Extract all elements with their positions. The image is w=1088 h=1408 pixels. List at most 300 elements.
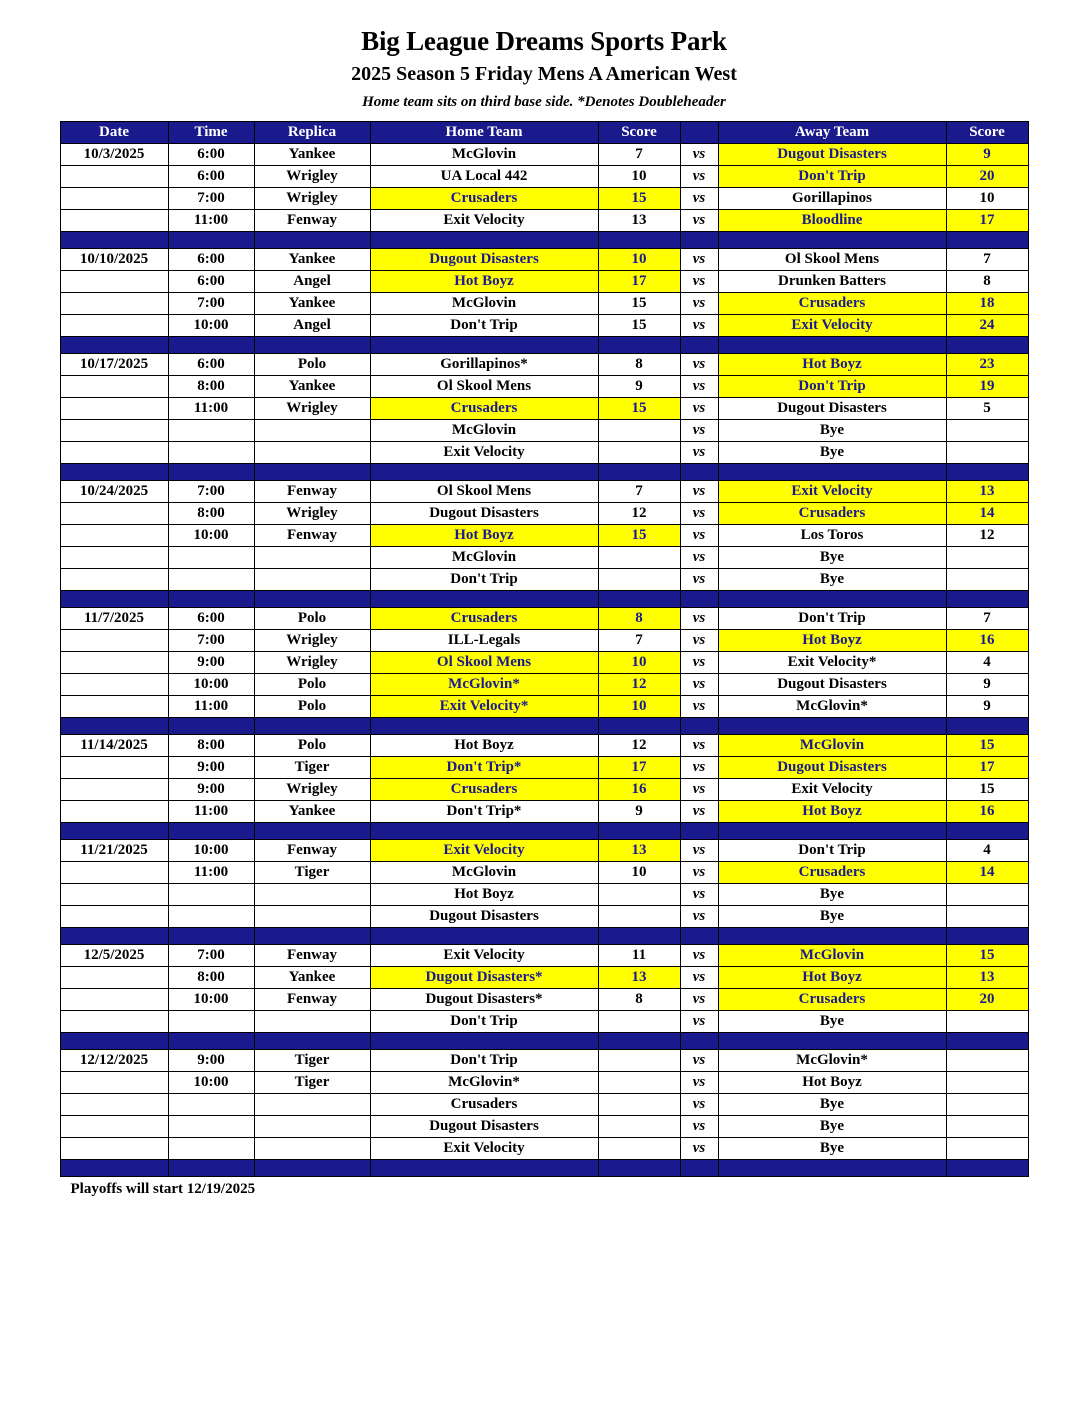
table-row [60, 1094, 1028, 1116]
cell-replica: Polo [254, 735, 370, 757]
cell-away-score: 16 [946, 801, 1028, 823]
cell-home-score: 12 [598, 674, 680, 696]
cell-time [168, 906, 254, 928]
cell-home-score: 17 [598, 271, 680, 293]
cell-date [60, 188, 168, 210]
separator-cell [168, 1033, 254, 1050]
cell-date [60, 1138, 168, 1160]
cell-time: 7:00 [168, 630, 254, 652]
table-row [60, 884, 1028, 906]
cell-home-score: 10 [598, 249, 680, 271]
vs-cell: vs [680, 547, 718, 569]
cell-away-score: 8 [946, 271, 1028, 293]
cell-replica [254, 1138, 370, 1160]
cell-date [60, 271, 168, 293]
column-header-replica: Replica [254, 122, 370, 144]
table-row [60, 696, 1028, 718]
cell-date [60, 547, 168, 569]
cell-date [60, 862, 168, 884]
cell-home-team: Gorillapinos* [370, 354, 598, 376]
cell-home-team: McGlovin [370, 862, 598, 884]
cell-away-score [946, 569, 1028, 591]
cell-away-score: 18 [946, 293, 1028, 315]
table-row [60, 779, 1028, 801]
cell-home-team: Exit Velocity [370, 840, 598, 862]
separator-cell [680, 337, 718, 354]
table-row [60, 376, 1028, 398]
vs-cell: vs [680, 779, 718, 801]
cell-home-team: McGlovin [370, 144, 598, 166]
cell-away-score: 13 [946, 481, 1028, 503]
cell-home-score: 15 [598, 525, 680, 547]
vs-cell: vs [680, 525, 718, 547]
cell-date [60, 376, 168, 398]
separator-cell [946, 1160, 1028, 1177]
cell-away-score [946, 442, 1028, 464]
cell-home-score: 10 [598, 862, 680, 884]
cell-date [60, 779, 168, 801]
vs-cell: vs [680, 735, 718, 757]
cell-time [168, 884, 254, 906]
vs-cell: vs [680, 696, 718, 718]
cell-away-score: 14 [946, 862, 1028, 884]
vs-cell: vs [680, 1011, 718, 1033]
column-header-home-score: Score [598, 122, 680, 144]
cell-away-score: 20 [946, 989, 1028, 1011]
vs-cell: vs [680, 315, 718, 337]
cell-replica [254, 442, 370, 464]
cell-away-team: McGlovin [718, 735, 946, 757]
cell-home-team: Hot Boyz [370, 271, 598, 293]
cell-time: 9:00 [168, 779, 254, 801]
cell-away-team: Don't Trip [718, 376, 946, 398]
cell-home-team: Crusaders [370, 608, 598, 630]
cell-away-team: Crusaders [718, 862, 946, 884]
separator-cell [946, 232, 1028, 249]
vs-cell: vs [680, 144, 718, 166]
cell-time: 9:00 [168, 1050, 254, 1072]
cell-replica: Yankee [254, 376, 370, 398]
cell-replica: Fenway [254, 945, 370, 967]
separator-cell [370, 464, 598, 481]
table-row [60, 293, 1028, 315]
week-separator-row [60, 337, 1028, 354]
cell-date: 11/14/2025 [60, 735, 168, 757]
separator-cell [60, 232, 168, 249]
cell-away-score: 23 [946, 354, 1028, 376]
separator-cell [60, 1033, 168, 1050]
cell-date [60, 884, 168, 906]
cell-replica: Fenway [254, 525, 370, 547]
cell-home-team: Dugout Disasters [370, 906, 598, 928]
vs-cell: vs [680, 249, 718, 271]
cell-away-team: Hot Boyz [718, 1072, 946, 1094]
cell-home-team: ILL-Legals [370, 630, 598, 652]
vs-cell: vs [680, 884, 718, 906]
cell-home-score [598, 1138, 680, 1160]
cell-home-team: Exit Velocity [370, 442, 598, 464]
separator-cell [946, 464, 1028, 481]
table-row [60, 1138, 1028, 1160]
week-separator-row [60, 1160, 1028, 1177]
cell-away-score: 24 [946, 315, 1028, 337]
separator-cell [254, 718, 370, 735]
vs-cell: vs [680, 188, 718, 210]
cell-away-team: Dugout Disasters [718, 674, 946, 696]
cell-home-team: McGlovin* [370, 674, 598, 696]
table-row [60, 906, 1028, 928]
table-row [60, 801, 1028, 823]
vs-cell: vs [680, 906, 718, 928]
cell-away-score: 13 [946, 967, 1028, 989]
cell-replica: Polo [254, 608, 370, 630]
cell-away-score [946, 1138, 1028, 1160]
cell-time: 9:00 [168, 757, 254, 779]
cell-away-team: Exit Velocity [718, 779, 946, 801]
cell-date [60, 569, 168, 591]
cell-home-team: Crusaders [370, 188, 598, 210]
cell-time: 7:00 [168, 293, 254, 315]
separator-cell [168, 464, 254, 481]
cell-date [60, 801, 168, 823]
cell-date: 12/12/2025 [60, 1050, 168, 1072]
week-separator-row [60, 823, 1028, 840]
cell-replica: Tiger [254, 862, 370, 884]
cell-away-team: Hot Boyz [718, 801, 946, 823]
vs-cell: vs [680, 1072, 718, 1094]
column-header-away-score: Score [946, 122, 1028, 144]
cell-home-team: Crusaders [370, 779, 598, 801]
cell-date [60, 503, 168, 525]
cell-home-score: 10 [598, 166, 680, 188]
cell-away-team: Crusaders [718, 989, 946, 1011]
separator-cell [168, 591, 254, 608]
table-row [60, 1011, 1028, 1033]
cell-time: 8:00 [168, 735, 254, 757]
week-separator-row [60, 928, 1028, 945]
separator-cell [254, 928, 370, 945]
table-row [60, 735, 1028, 757]
cell-home-team: Don't Trip* [370, 757, 598, 779]
cell-away-team: McGlovin* [718, 1050, 946, 1072]
cell-date [60, 1094, 168, 1116]
schedule-table [60, 121, 1029, 1177]
week-separator-row [60, 232, 1028, 249]
cell-away-score [946, 906, 1028, 928]
separator-cell [598, 1033, 680, 1050]
cell-date [60, 674, 168, 696]
cell-away-score: 15 [946, 735, 1028, 757]
cell-home-score: 17 [598, 757, 680, 779]
separator-cell [946, 718, 1028, 735]
week-separator-row [60, 464, 1028, 481]
cell-away-team: Dugout Disasters [718, 144, 946, 166]
cell-home-score: 12 [598, 503, 680, 525]
cell-date [60, 696, 168, 718]
cell-time: 10:00 [168, 1072, 254, 1094]
separator-cell [370, 928, 598, 945]
cell-replica: Wrigley [254, 630, 370, 652]
cell-home-score [598, 1072, 680, 1094]
separator-cell [946, 823, 1028, 840]
table-row [60, 354, 1028, 376]
cell-away-score [946, 1072, 1028, 1094]
separator-cell [598, 823, 680, 840]
cell-replica: Fenway [254, 840, 370, 862]
vs-cell: vs [680, 630, 718, 652]
table-row [60, 945, 1028, 967]
cell-home-score: 9 [598, 801, 680, 823]
cell-replica [254, 1116, 370, 1138]
vs-cell: vs [680, 1094, 718, 1116]
cell-time: 11:00 [168, 210, 254, 232]
cell-home-team: Ol Skool Mens [370, 652, 598, 674]
cell-time [168, 569, 254, 591]
cell-away-score: 14 [946, 503, 1028, 525]
cell-away-score [946, 420, 1028, 442]
separator-cell [718, 823, 946, 840]
cell-time: 7:00 [168, 188, 254, 210]
cell-time: 7:00 [168, 481, 254, 503]
separator-cell [718, 232, 946, 249]
cell-date [60, 442, 168, 464]
cell-date: 10/3/2025 [60, 144, 168, 166]
cell-time: 6:00 [168, 271, 254, 293]
cell-replica: Fenway [254, 481, 370, 503]
cell-home-score: 10 [598, 696, 680, 718]
cell-date [60, 315, 168, 337]
vs-cell: vs [680, 376, 718, 398]
table-row [60, 315, 1028, 337]
vs-cell: vs [680, 503, 718, 525]
table-row [60, 442, 1028, 464]
separator-cell [680, 823, 718, 840]
cell-date: 11/21/2025 [60, 840, 168, 862]
cell-home-team: Don't Trip [370, 315, 598, 337]
vs-cell: vs [680, 801, 718, 823]
separator-cell [254, 464, 370, 481]
cell-replica: Polo [254, 674, 370, 696]
separator-cell [254, 1033, 370, 1050]
column-header-away-team: Away Team [718, 122, 946, 144]
cell-away-team: Bye [718, 906, 946, 928]
cell-replica: Tiger [254, 1050, 370, 1072]
table-row [60, 188, 1028, 210]
separator-cell [60, 823, 168, 840]
cell-home-team: Ol Skool Mens [370, 376, 598, 398]
vs-cell: vs [680, 1138, 718, 1160]
cell-home-team: McGlovin* [370, 1072, 598, 1094]
cell-time: 10:00 [168, 989, 254, 1011]
table-row [60, 1050, 1028, 1072]
cell-replica: Wrigley [254, 188, 370, 210]
cell-replica: Wrigley [254, 779, 370, 801]
cell-date [60, 757, 168, 779]
separator-cell [60, 337, 168, 354]
cell-home-score: 15 [598, 293, 680, 315]
cell-time [168, 1138, 254, 1160]
separator-cell [168, 232, 254, 249]
cell-replica [254, 884, 370, 906]
cell-away-team: Ol Skool Mens [718, 249, 946, 271]
separator-cell [946, 337, 1028, 354]
cell-time: 8:00 [168, 503, 254, 525]
cell-date [60, 967, 168, 989]
vs-cell: vs [680, 420, 718, 442]
cell-replica: Yankee [254, 144, 370, 166]
cell-away-team: Bye [718, 442, 946, 464]
cell-home-score: 7 [598, 481, 680, 503]
cell-time: 6:00 [168, 166, 254, 188]
cell-home-score: 15 [598, 398, 680, 420]
cell-home-score [598, 442, 680, 464]
vs-cell: vs [680, 398, 718, 420]
column-header-date: Date [60, 122, 168, 144]
cell-date [60, 1072, 168, 1094]
cell-away-team: Hot Boyz [718, 354, 946, 376]
cell-home-team: McGlovin [370, 420, 598, 442]
cell-replica: Polo [254, 354, 370, 376]
cell-home-team: Crusaders [370, 1094, 598, 1116]
column-header-vs [680, 122, 718, 144]
cell-away-score: 12 [946, 525, 1028, 547]
cell-time: 9:00 [168, 652, 254, 674]
separator-cell [168, 718, 254, 735]
cell-replica: Angel [254, 315, 370, 337]
separator-cell [680, 464, 718, 481]
cell-date: 10/10/2025 [60, 249, 168, 271]
separator-cell [680, 928, 718, 945]
cell-home-team: Don't Trip [370, 1011, 598, 1033]
separator-cell [598, 1160, 680, 1177]
cell-away-team: Crusaders [718, 293, 946, 315]
cell-date: 10/17/2025 [60, 354, 168, 376]
cell-date: 11/7/2025 [60, 608, 168, 630]
cell-time: 8:00 [168, 967, 254, 989]
vs-cell: vs [680, 166, 718, 188]
vs-cell: vs [680, 989, 718, 1011]
separator-cell [60, 464, 168, 481]
vs-cell: vs [680, 862, 718, 884]
cell-away-score: 17 [946, 757, 1028, 779]
separator-cell [598, 464, 680, 481]
separator-cell [60, 718, 168, 735]
cell-away-team: Don't Trip [718, 608, 946, 630]
cell-home-team: Exit Velocity [370, 945, 598, 967]
cell-away-score: 17 [946, 210, 1028, 232]
cell-home-team: Dugout Disasters [370, 249, 598, 271]
cell-replica [254, 547, 370, 569]
cell-date [60, 420, 168, 442]
cell-time: 10:00 [168, 315, 254, 337]
separator-cell [680, 232, 718, 249]
vs-cell: vs [680, 569, 718, 591]
vs-cell: vs [680, 354, 718, 376]
cell-away-score: 15 [946, 945, 1028, 967]
cell-away-team: Gorillapinos [718, 188, 946, 210]
cell-away-score: 20 [946, 166, 1028, 188]
vs-cell: vs [680, 945, 718, 967]
cell-away-score [946, 1011, 1028, 1033]
separator-cell [946, 1033, 1028, 1050]
cell-away-score: 4 [946, 652, 1028, 674]
cell-replica: Fenway [254, 989, 370, 1011]
cell-home-score: 7 [598, 630, 680, 652]
cell-date [60, 989, 168, 1011]
table-body [60, 144, 1028, 1177]
separator-cell [718, 718, 946, 735]
separator-cell [718, 928, 946, 945]
cell-replica: Fenway [254, 210, 370, 232]
separator-cell [718, 1033, 946, 1050]
separator-cell [370, 591, 598, 608]
cell-home-team: Don't Trip* [370, 801, 598, 823]
cell-away-score: 15 [946, 779, 1028, 801]
cell-away-score: 10 [946, 188, 1028, 210]
cell-date: 10/24/2025 [60, 481, 168, 503]
cell-time [168, 442, 254, 464]
cell-home-team: Hot Boyz [370, 525, 598, 547]
cell-home-score [598, 1011, 680, 1033]
separator-cell [680, 1033, 718, 1050]
table-row [60, 144, 1028, 166]
cell-away-score: 9 [946, 144, 1028, 166]
cell-home-team: Exit Velocity* [370, 696, 598, 718]
cell-away-score: 9 [946, 696, 1028, 718]
cell-replica: Tiger [254, 1072, 370, 1094]
cell-replica: Yankee [254, 801, 370, 823]
table-row [60, 1116, 1028, 1138]
cell-replica: Wrigley [254, 166, 370, 188]
cell-away-score [946, 1094, 1028, 1116]
separator-cell [254, 232, 370, 249]
cell-time: 11:00 [168, 801, 254, 823]
cell-home-team: Exit Velocity [370, 210, 598, 232]
cell-away-score: 5 [946, 398, 1028, 420]
separator-cell [168, 337, 254, 354]
cell-time: 11:00 [168, 398, 254, 420]
cell-time: 11:00 [168, 862, 254, 884]
separator-cell [60, 1160, 168, 1177]
vs-cell: vs [680, 271, 718, 293]
vs-cell: vs [680, 1116, 718, 1138]
cell-time [168, 1011, 254, 1033]
cell-replica: Tiger [254, 757, 370, 779]
cell-time: 6:00 [168, 249, 254, 271]
separator-cell [718, 464, 946, 481]
cell-home-score: 12 [598, 735, 680, 757]
vs-cell: vs [680, 757, 718, 779]
cell-away-team: Hot Boyz [718, 967, 946, 989]
separator-cell [680, 718, 718, 735]
cell-home-score: 9 [598, 376, 680, 398]
cell-away-team: Los Toros [718, 525, 946, 547]
separator-cell [370, 1160, 598, 1177]
separator-cell [370, 232, 598, 249]
cell-away-team: Dugout Disasters [718, 757, 946, 779]
cell-away-score: 4 [946, 840, 1028, 862]
cell-home-score [598, 1116, 680, 1138]
column-header-time: Time [168, 122, 254, 144]
separator-cell [370, 823, 598, 840]
table-row [60, 420, 1028, 442]
cell-replica: Yankee [254, 249, 370, 271]
cell-away-team: Drunken Batters [718, 271, 946, 293]
cell-away-team: Exit Velocity [718, 315, 946, 337]
cell-time: 6:00 [168, 354, 254, 376]
cell-away-team: Dugout Disasters [718, 398, 946, 420]
cell-replica: Wrigley [254, 652, 370, 674]
